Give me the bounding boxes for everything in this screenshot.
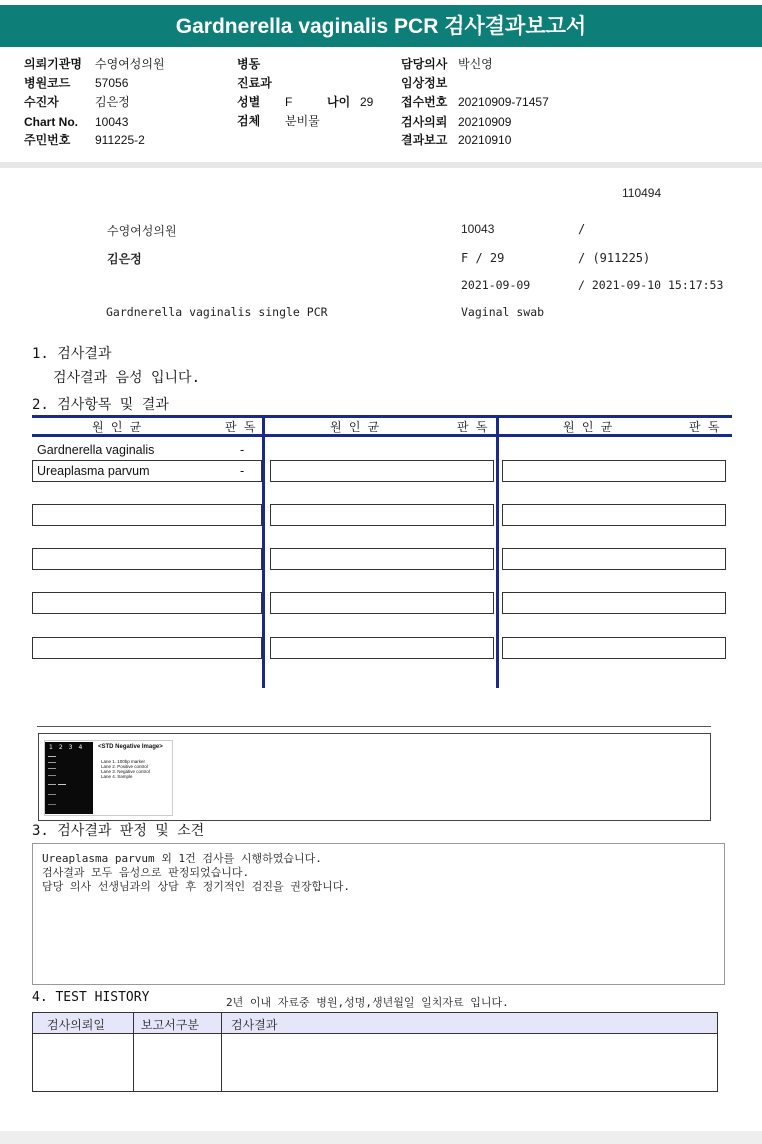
gel-legend-3: Lane 3. Negative control	[101, 769, 150, 774]
report-date-label: 결과보고	[401, 133, 448, 147]
table-col-divider-1	[262, 415, 265, 688]
hospital-code-label: 병원코드	[24, 76, 71, 90]
result-cell	[270, 460, 494, 482]
summary-sex-age: F / 29	[461, 251, 505, 265]
col3-organism-header: 원 인 균	[563, 420, 613, 434]
sex-value: F	[285, 95, 293, 109]
report-code: 110494	[622, 186, 662, 200]
history-header-row	[33, 1013, 717, 1034]
gel-band	[48, 762, 56, 763]
patient-value: 김은정	[95, 95, 130, 109]
gel-band	[48, 784, 56, 785]
request-date-label: 검사의뢰	[401, 115, 448, 129]
clinic-label: 의뢰기관명	[24, 57, 82, 71]
summary-report-datetime: / 2021-09-10 15:17:53	[578, 278, 724, 292]
gel-photo	[45, 742, 93, 814]
gel-band	[48, 768, 56, 769]
summary-name: 김은정	[107, 252, 142, 266]
summary-slash: /	[578, 222, 586, 236]
section3-title: 3. 검사결과 판정 및 소견	[32, 823, 205, 839]
history-table	[32, 1012, 718, 1092]
gel-band	[48, 794, 56, 795]
summary-specimen: Vaginal swab	[461, 305, 545, 319]
result-cell	[270, 592, 494, 614]
report-title: Gardnerella vaginalis PCR 검사결과보고서	[0, 5, 762, 47]
rrn-label: 주민번호	[24, 133, 71, 147]
rrn-value: 911225-2	[95, 133, 145, 147]
result-cell	[502, 504, 726, 526]
col2-organism-header: 원 인 균	[330, 420, 380, 434]
gel-band	[48, 756, 56, 757]
history-note: 2년 이내 자료중 병원,성명,생년월일 일치자료 입니다.	[226, 996, 509, 1009]
history-col-report-type: 보고서구분	[141, 1018, 199, 1032]
age-value: 29	[360, 95, 374, 109]
request-date-value: 20210909	[458, 115, 512, 129]
col2-judge-header: 판 독	[457, 420, 488, 434]
summary-request-date: 2021-09-09	[461, 278, 531, 292]
specimen-value: 분비물	[285, 114, 320, 128]
result-cell	[32, 637, 262, 659]
gel-lane-2: 2	[58, 744, 69, 751]
summary-rrn: / (911225)	[578, 251, 651, 265]
patient-label: 수진자	[24, 95, 59, 109]
result-cell	[502, 637, 726, 659]
gel-lane-4: 4	[78, 744, 89, 751]
chart-no-label: Chart No.	[24, 115, 78, 129]
gel-lane-numbers	[49, 744, 88, 751]
history-col-divider	[133, 1013, 134, 1091]
result-cell	[32, 504, 262, 526]
section4-title: 4. TEST HISTORY	[32, 990, 150, 1005]
gel-band	[48, 775, 56, 776]
history-col-result: 검사결과	[231, 1018, 278, 1032]
result-cell	[270, 504, 494, 526]
opinion-line-2: 검사결과 모두 음성으로 판정되었습니다.	[42, 866, 250, 879]
summary-test-name: Gardnerella vaginalis single PCR	[106, 305, 328, 319]
history-col-divider	[221, 1013, 222, 1091]
gel-band	[48, 804, 56, 805]
history-col-request-date: 검사의뢰일	[47, 1018, 105, 1032]
sex-label: 성별	[237, 95, 261, 109]
chart-no-value: 10043	[95, 115, 129, 129]
gel-lane-3: 3	[68, 744, 79, 751]
department-label: 진료과	[237, 76, 272, 90]
result-cell	[502, 592, 726, 614]
ward-label: 병동	[237, 57, 261, 71]
col1-organism-header: 원 인 균	[92, 420, 142, 434]
result-cell	[270, 637, 494, 659]
image-top-rule	[37, 726, 711, 727]
table-col-divider-2	[496, 415, 499, 688]
report-header	[0, 0, 762, 160]
result-cell	[502, 460, 726, 482]
result-cell	[270, 548, 494, 570]
result-cell	[32, 592, 262, 614]
clinical-info-label: 임상정보	[401, 76, 448, 90]
opinion-line-1: Ureaplasma parvum 외 1건 검사를 시행하였습니다.	[42, 852, 322, 865]
result-organism-2: Ureaplasma parvum	[37, 464, 150, 478]
section1-title: 1. 검사결과	[32, 346, 112, 362]
col3-judge-header: 판 독	[689, 420, 720, 434]
doctor-label: 담당의사	[401, 57, 448, 71]
gel-legend-1: Lane 1. 100bp marker	[101, 759, 146, 764]
specimen-label: 검체	[237, 114, 261, 128]
opinion-line-3: 담당 의사 선생님과의 상담 후 정기적인 검진을 권장합니다.	[42, 880, 351, 893]
report-date-value: 20210910	[458, 133, 512, 147]
gel-caption: <STD Negative Image>	[98, 744, 163, 750]
col1-judge-header: 판 독	[225, 420, 256, 434]
clinic-value: 수영여성의원	[95, 57, 165, 71]
result-cell	[502, 548, 726, 570]
page-bottom-strip	[0, 1131, 762, 1144]
age-label: 나이	[327, 95, 351, 109]
receipt-no-label: 접수번호	[401, 95, 448, 109]
summary-chart: 10043	[461, 222, 495, 236]
gel-band	[58, 784, 66, 785]
section1-result: 검사결과 음성 입니다.	[53, 370, 201, 386]
section2-title: 2. 검사항목 및 결과	[32, 397, 169, 413]
gel-legend-2: Lane 2. Positive control	[101, 764, 148, 769]
header-divider	[0, 162, 762, 168]
result-cell	[32, 548, 262, 570]
gel-lane-1: 1	[49, 744, 59, 751]
receipt-no-value: 20210909-71457	[458, 95, 549, 109]
result-value-2: -	[240, 464, 245, 478]
result-value-1: -	[240, 443, 245, 457]
gel-legend-4: Lane 4. Sample	[101, 774, 133, 779]
summary-clinic: 수영여성의원	[107, 224, 177, 238]
result-organism-1: Gardnerella vaginalis	[37, 443, 155, 457]
doctor-value: 박신영	[458, 57, 493, 71]
hospital-code-value: 57056	[95, 76, 129, 90]
